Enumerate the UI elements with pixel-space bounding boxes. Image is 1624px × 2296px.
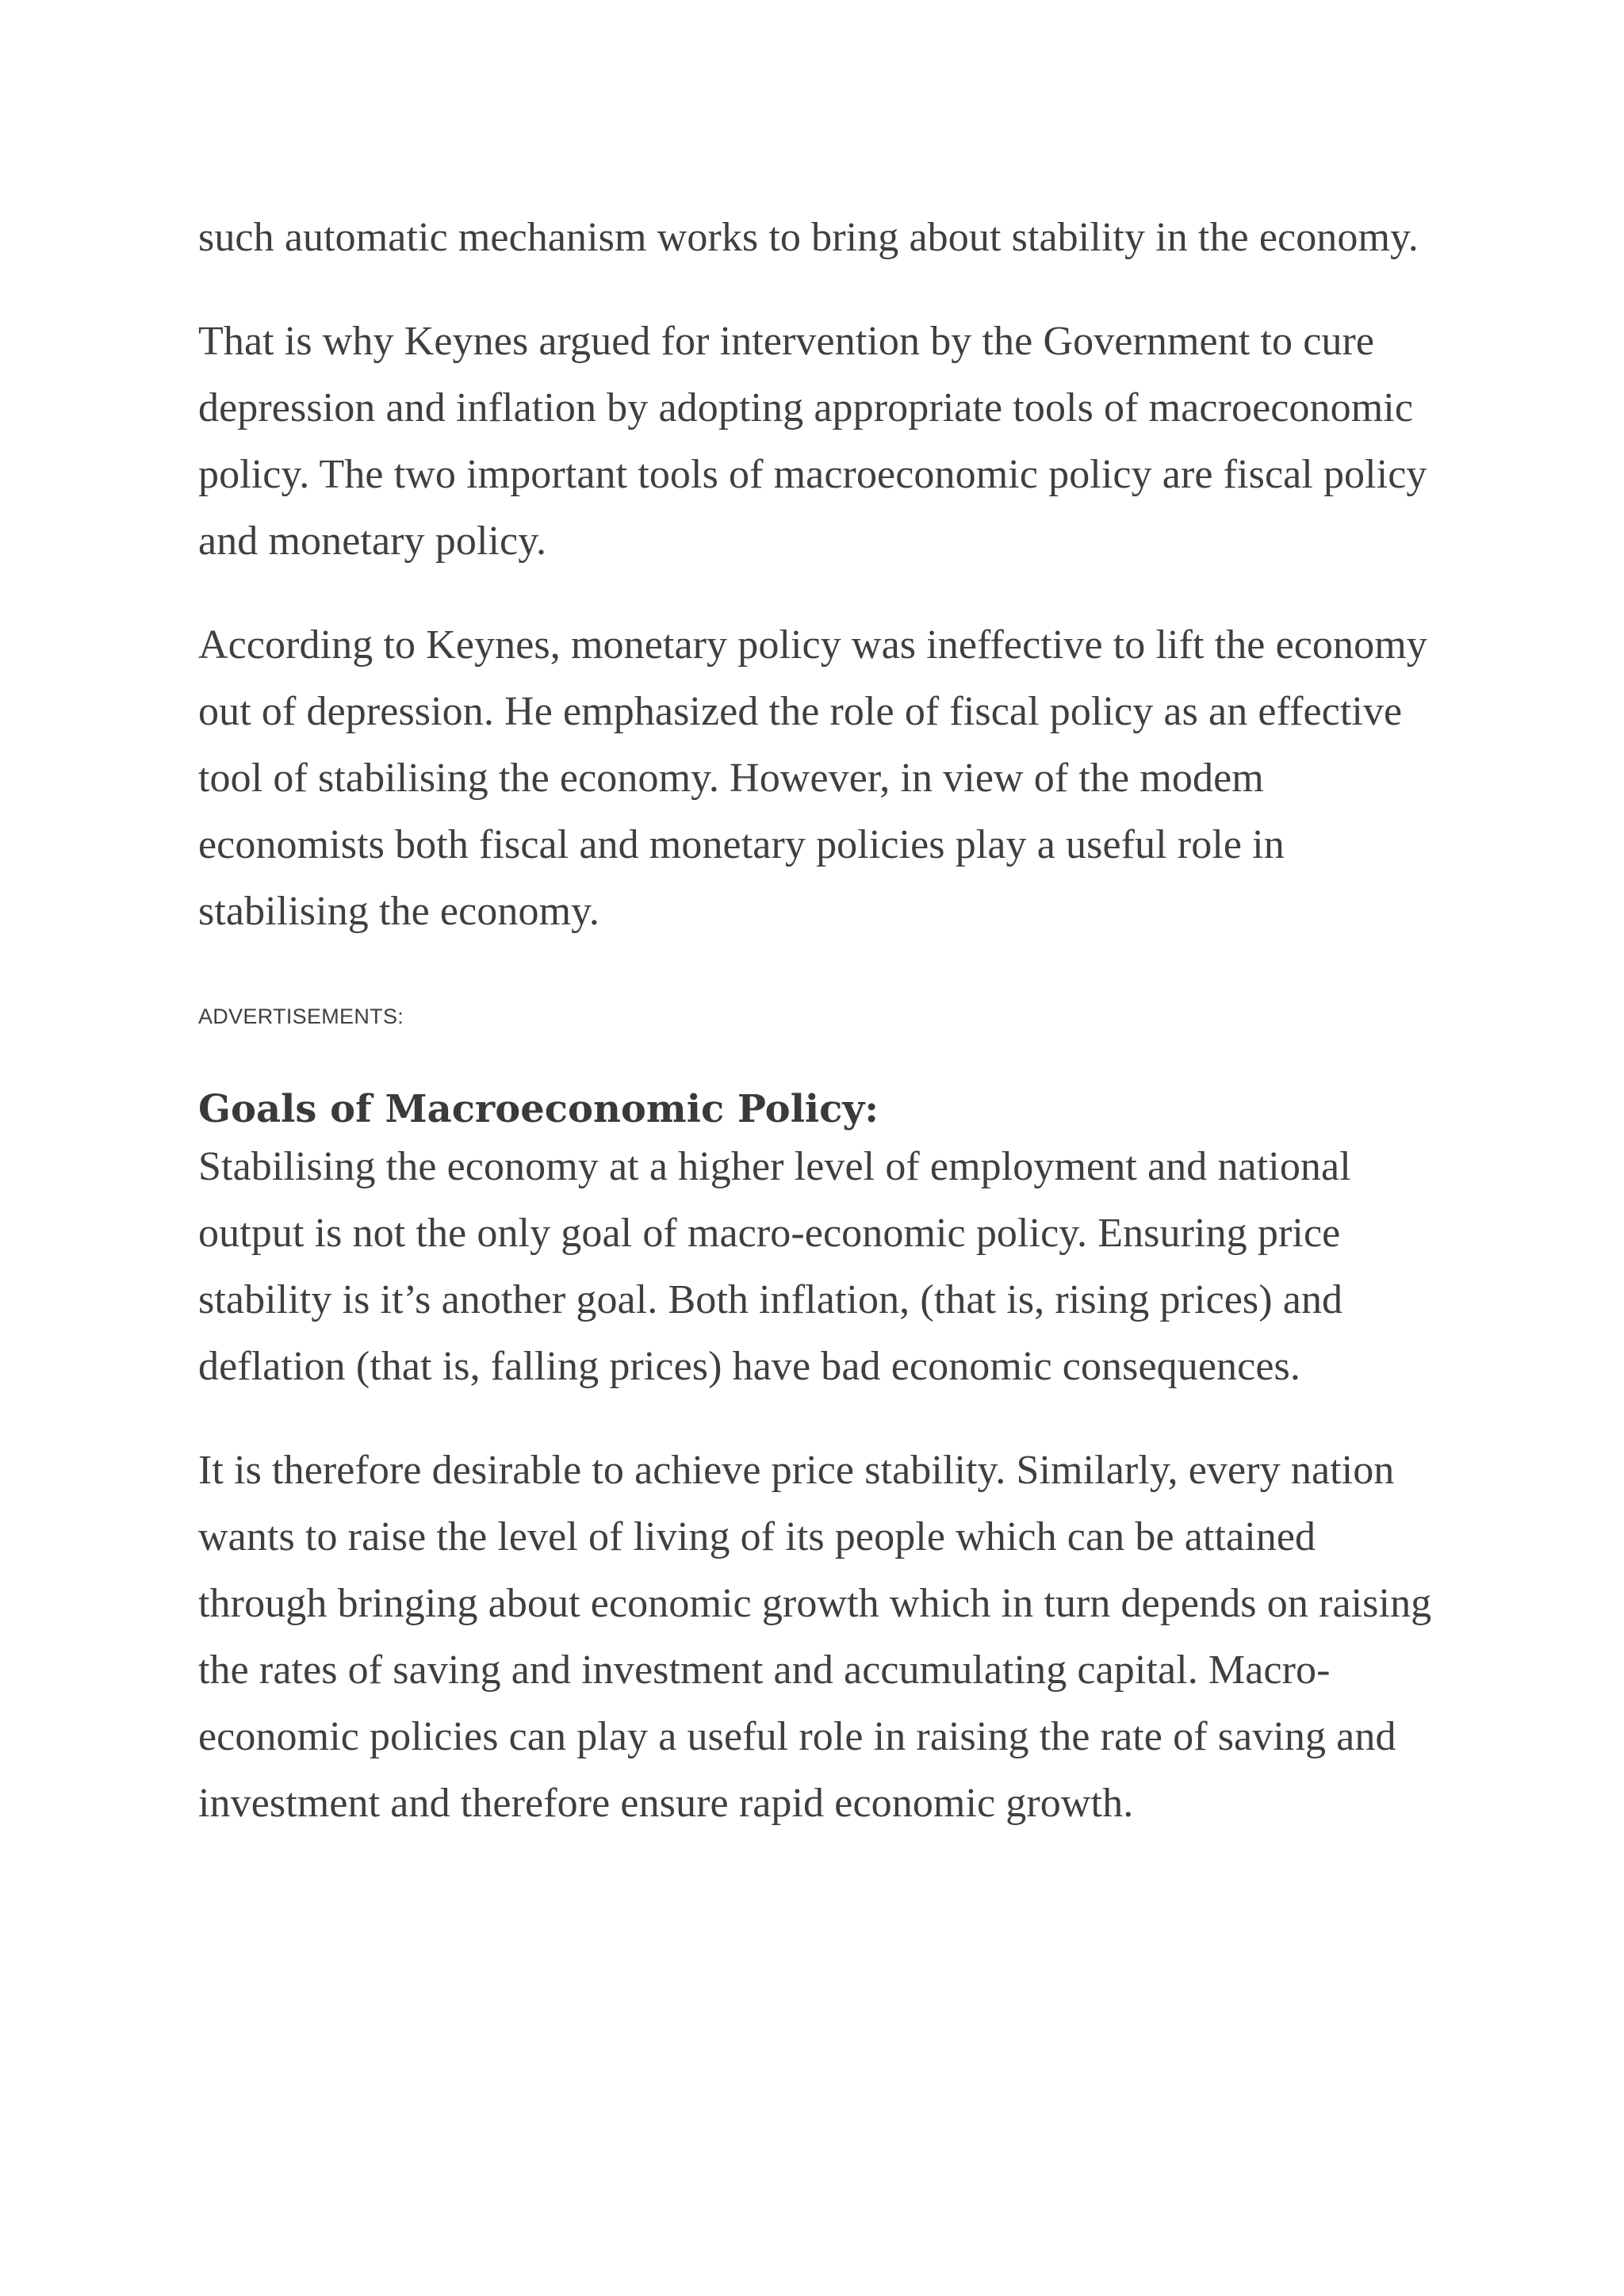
- paragraph: According to Keynes, monetary policy was ineffective to lift the economy out of depression. He emphasized the role of fiscal policy as an effective tool of stabilising the economy. However, in view of the modem economists both fiscal and monetary policies play a useful role in stabilising the economy.: [198, 622, 1427, 934]
- paragraph: It is therefore desirable to achieve price stability. Similarly, every nation wants to raise the level of living of its people which can be attained through bringing about economic growth which in turn depends on raising the rates of saving and investment and accumulating capital. Macro- economic policies can play a useful role in raising the rate of saving and investment and therefore ensure rapid economic growth.: [198, 1448, 1432, 1826]
- section-heading: Goals of Macroeconomic Policy:: [198, 1087, 879, 1131]
- paragraph: such automatic mechanism works to bring about stability in the economy.: [198, 215, 1419, 260]
- paragraph: That is why Keynes argued for intervention by the Government to cure depression and inflation by adopting appropriate tools of macroeconomic policy. The two important tools of macroeconomic policy are fiscal policy and monetary policy.: [198, 319, 1427, 564]
- paragraph: Stabilising the economy at a higher level of employment and national output is not the only goal of macro-economic policy. Ensuring price stability is it’s another goal. Both inflation, (that is, rising prices) and deflation (that is, falling prices) have bad economic consequences.: [198, 1144, 1351, 1389]
- advertisements-label: ADVERTISEMENTS:: [198, 1004, 404, 1028]
- article-body: [198, 205, 1435, 1874]
